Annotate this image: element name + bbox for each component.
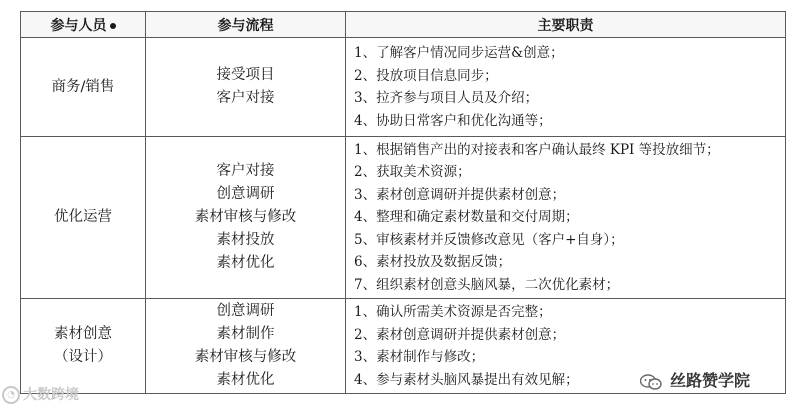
duty-item: 5、审核素材并反馈修改意见（客户+自身）； [354, 231, 624, 248]
watermark-right: 丝路赞学院 [640, 368, 750, 391]
table-row [21, 38, 786, 137]
flow-step: 素材审核与修改 [194, 349, 297, 365]
flow-step: 素材审核与修改 [194, 209, 297, 225]
flow-cell [146, 38, 346, 137]
duty-item: 1、根据销售产出的对接表和客户确认最终 KPI 等投放细节； [354, 141, 720, 158]
duty-item: 2、投放项目信息同步； [354, 67, 498, 84]
watermark-left: ◔ 大数跨境 [2, 384, 79, 404]
flow-step: 素材优化 [216, 255, 275, 271]
flow-step: 创意调研 [216, 186, 275, 202]
duty-item: 4、整理和确定素材数量和交付周期； [354, 209, 579, 226]
header-duties: 主要职责 [346, 12, 786, 38]
flow-step: 客户对接 [216, 163, 275, 179]
wechat-icon [640, 374, 662, 390]
flow-cell [146, 137, 346, 299]
role-cell [21, 299, 146, 394]
duty-item: 3、素材制作与修改； [354, 349, 485, 365]
flow-step: 接受项目 [216, 67, 275, 83]
flow-step: 创意调研 [216, 303, 275, 319]
role-text: 素材创意 [54, 326, 112, 342]
duty-item: 1、确认所需美术资源是否完整； [354, 304, 552, 320]
duty-item: 3、素材创意调研并提供素材创意； [354, 186, 566, 203]
flow-step: 客户对接 [216, 90, 275, 106]
duties-cell [346, 137, 786, 299]
flow-step: 素材投放 [216, 232, 275, 248]
role-cell [21, 137, 146, 299]
duty-item: 6、素材投放及数据反馈； [354, 254, 512, 271]
role-cell [21, 38, 146, 137]
header-flow: 参与流程 [146, 12, 346, 38]
duty-item: 3、拉齐参与项目人员及介绍； [354, 90, 539, 106]
table-row [21, 137, 786, 299]
flow-step: 素材制作 [216, 326, 275, 342]
duty-item: 4、参与素材头脑风暴提出有效见解； [354, 371, 579, 388]
flow-step: 素材优化 [216, 372, 275, 388]
responsibility-table [20, 11, 786, 394]
duties-cell [346, 38, 786, 137]
bullet-dot-icon [110, 23, 116, 29]
duty-item: 4、协助日常客户和优化沟通等； [354, 112, 552, 129]
role-text: 商务/销售 [51, 78, 115, 95]
duty-item: 2、获取美术资源； [354, 164, 471, 181]
duty-item: 1、了解客户情况同步运营&创意； [354, 45, 564, 61]
role-text: 优化运营 [54, 209, 112, 225]
responsibility-table-container [20, 11, 785, 394]
header-role: 参与人员 [21, 12, 146, 38]
table-header-row [21, 12, 786, 38]
watermark-logo-icon: ◔ [2, 386, 20, 404]
duty-item: 7、组织素材创意头脑风暴，二次优化素材； [354, 276, 620, 293]
role-subtext: （设计） [54, 349, 112, 365]
duty-item: 2、素材创意调研并提供素材创意； [354, 326, 566, 343]
flow-cell [146, 299, 346, 394]
